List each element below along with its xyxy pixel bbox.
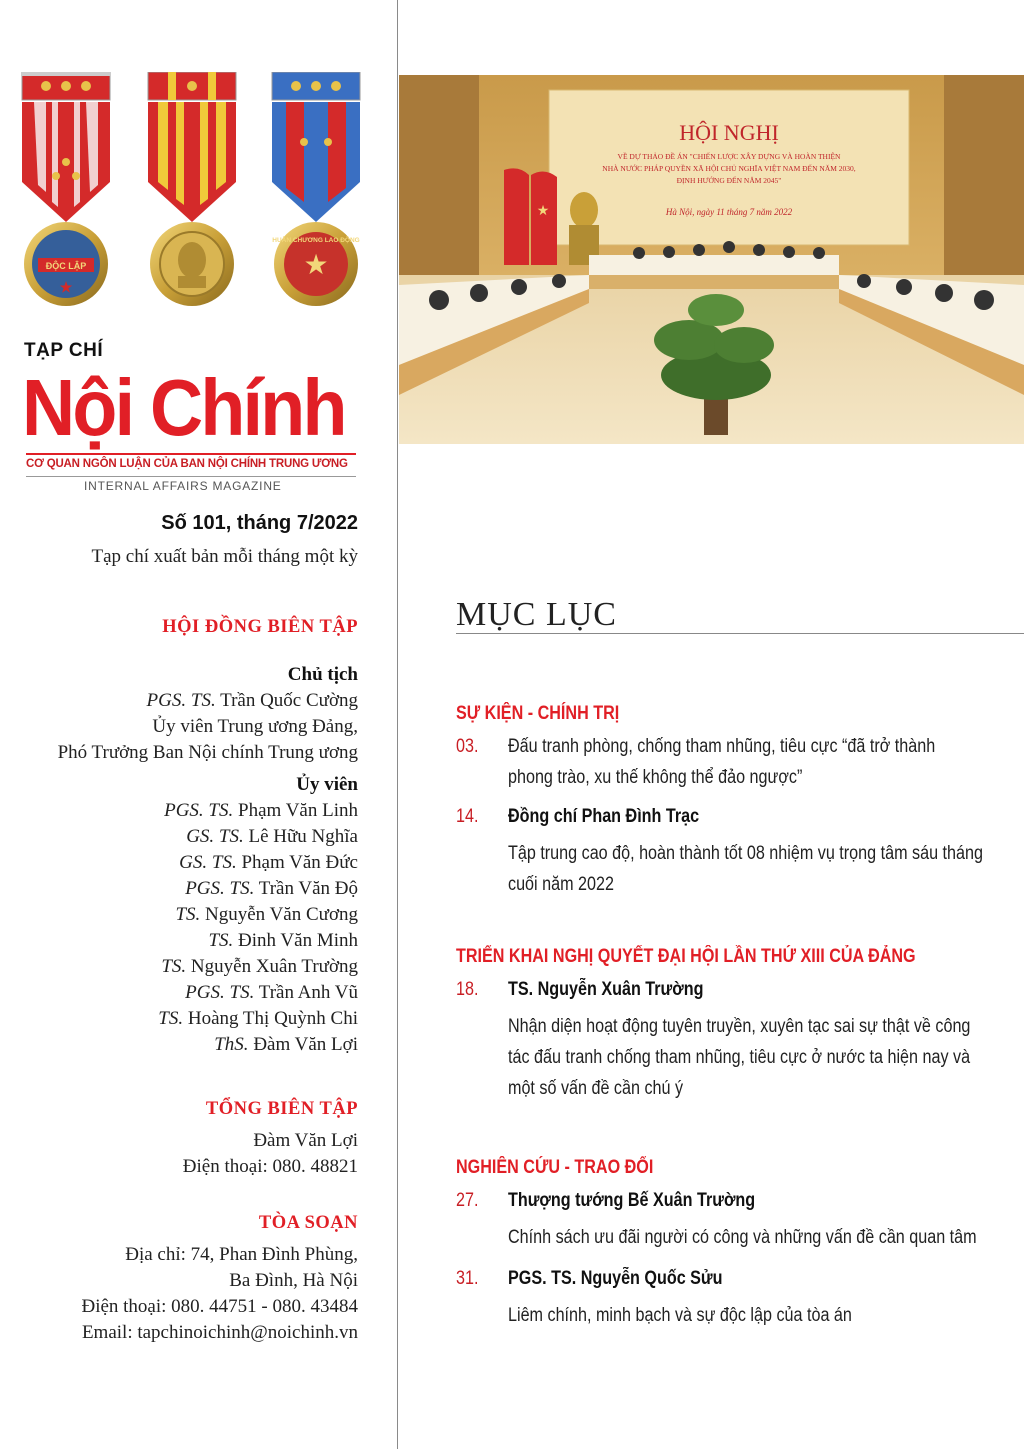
member-name: Trần Văn Độ [258,878,358,899]
member-title: TS. [175,904,201,925]
medals-illustration [12,72,378,312]
toc-entry-text: Tập trung cao độ, hoàn thành tốt 08 nhiệm vụ trọng tâm sáu tháng cuối năm 2022 [508,843,983,895]
office-email[interactable]: Email: tapchinoichinh@noichinh.vn [81,1322,358,1343]
toc-entry-author: TS. Nguyễn Xuân Trường [508,979,704,1000]
publication-frequency: Tạp chí xuất bản mỗi tháng một kỳ [91,546,358,567]
toc-entry-text: Đấu tranh phòng, chống tham nhũng, tiêu cực “đã trở thành phong trào, xu thế không thể đảo ngược” [508,736,936,788]
office-heading: TÒA SOẠN [258,1213,358,1233]
member-title: TS. [158,1008,184,1029]
toc-category[interactable]: TRIỂN KHAI NGHỊ QUYẾT ĐẠI HỘI LẦN THỨ XIII CỦA ĐẢNG [456,946,916,967]
toc-page-number: 14. [456,806,479,827]
office-address-1: Địa chỉ: 74, Phan Đình Phùng, [125,1244,358,1265]
toc-rule [456,633,1024,634]
editorial-board [0,614,358,1346]
toc-page-number: 18. [456,979,479,1000]
chair-label: Chủ tịch [287,664,358,685]
magazine-title: Nội Chính [22,363,345,452]
medal-independence [22,72,110,306]
banner-line-3: ĐỊNH HƯỚNG ĐẾN NĂM 2045" [676,176,782,185]
toc-entry[interactable] [456,801,983,900]
toc-page-number: 27. [456,1190,479,1211]
toc-entry-text: Nhận diện hoạt động tuyên truyền, xuyên tạc sai sự thật về công tác đấu tranh chống tham nhũng, tiêu cực ở nước ta hiện nay và một số vấn đề cần chú ý [508,1016,971,1099]
masthead-subtitle: CƠ QUAN NGÔN LUẬN CỦA BAN NỘI CHÍNH TRUNG ƯƠNG [26,458,348,470]
member-title: TS. [208,930,234,951]
office-phone: Điện thoại: 080. 44751 - 080. 43484 [81,1296,358,1317]
toc-entry-author: Thượng tướng Bế Xuân Trường [508,1190,756,1211]
toc-page-number: 03. [456,736,479,757]
conference-photo [399,75,1024,444]
toc-entry-author: Đồng chí Phan Đình Trạc [508,806,700,827]
toc-title: MỤC LỤC [456,596,617,633]
chair-position-1: Ủy viên Trung ương Đảng, [152,716,358,737]
member-title: PGS. TS. [185,878,255,899]
svg-text:★: ★ [59,279,73,295]
toc-entry-author: PGS. TS. Nguyễn Quốc Sửu [508,1268,723,1289]
chair [0,688,358,714]
member [0,1006,358,1032]
toc-entry[interactable] [456,974,976,1104]
member-name: Trần Anh Vũ [258,982,358,1003]
member-name: Nguyễn Văn Cương [205,904,358,925]
member-name: Nguyễn Xuân Trường [190,956,358,977]
toc-category[interactable]: NGHIÊN CỨU - TRAO ĐỔI [456,1157,654,1178]
chair-title: PGS. TS. [146,690,216,711]
editor-in-chief-name: Đàm Văn Lợi [253,1130,358,1151]
member-title: TS. [161,956,187,977]
toc-entry-text: Liêm chính, minh bạch và sự độc lập của tòa án [508,1305,852,1326]
member-name: Phạm Văn Linh [238,800,358,821]
toc-entry[interactable] [456,731,976,793]
issue-number: Số 101, tháng 7/2022 [161,512,358,534]
masthead-english: INTERNAL AFFAIRS MAGAZINE [84,479,282,493]
toc-entry[interactable] [456,1263,976,1331]
medal-text-2: HUÂN CHƯƠNG LAO ĐỘNG [272,237,360,244]
toc-entry-text: Chính sách ưu đãi người có công và những vấn đề cần quan tâm [508,1227,977,1248]
svg-text:★: ★ [536,204,550,219]
editorial-board-heading: HỘI ĐỒNG BIÊN TẬP [162,617,358,637]
masthead-rule-grey [26,476,356,477]
member-title: GS. TS. [186,826,244,847]
column-divider [397,0,398,1449]
member-title: GS. TS. [179,852,237,873]
medal-military [148,72,236,306]
banner-line-1: VỀ DỰ THẢO ĐỀ ÁN "CHIẾN LƯỢC XÂY DỰNG VÀ HOÀN THIỆN [617,152,841,161]
member-name: Lê Hữu Nghĩa [248,826,358,847]
members-label: Ủy viên [296,774,358,795]
member [0,824,358,850]
member-title: PGS. TS. [185,982,255,1003]
toc-section [456,946,976,1104]
editor-in-chief-phone: Điện thoại: 080. 48821 [182,1156,358,1177]
member [0,798,358,824]
masthead-rule [26,453,356,455]
member [0,954,358,980]
medal-text-1: ĐỘC LẬP [45,261,87,271]
svg-text:★: ★ [303,249,329,280]
member-name: Hoàng Thị Quỳnh Chi [187,1008,358,1029]
chair-position-2: Phó Trưởng Ban Nội chính Trung ương [57,742,358,763]
banner-line-2: NHÀ NƯỚC PHÁP QUYỀN XÃ HỘI CHỦ NGHĨA VIỆT NAM ĐẾN NĂM 2030, [602,164,856,173]
masthead-label: TẠP CHÍ [24,340,104,361]
chair-name: Trần Quốc Cường [220,690,358,711]
member [0,902,358,928]
toc-section [456,1157,976,1331]
toc-category[interactable]: SỰ KIỆN - CHÍNH TRỊ [456,703,620,724]
member [0,928,358,954]
toc-entry[interactable] [456,1185,976,1253]
toc-page-number: 31. [456,1268,479,1289]
member [0,980,358,1006]
member-name: Đinh Văn Minh [238,930,358,951]
office-address-2: Ba Đình, Hà Nội [229,1270,358,1291]
banner-date: Hà Nội, ngày 11 tháng 7 năm 2022 [665,207,793,217]
member-name: Phạm Văn Đức [241,852,358,873]
member [0,850,358,876]
editor-in-chief-heading: TỔNG BIÊN TẬP [205,1099,358,1119]
member-title: PGS. TS. [164,800,234,821]
member [0,876,358,902]
member-title: ThS. [214,1034,249,1055]
member [0,1032,358,1058]
member-name: Đàm Văn Lợi [253,1034,358,1055]
toc-section [456,703,983,900]
banner-title: HỘI NGHỊ [679,120,779,145]
medal-labor [272,72,360,306]
